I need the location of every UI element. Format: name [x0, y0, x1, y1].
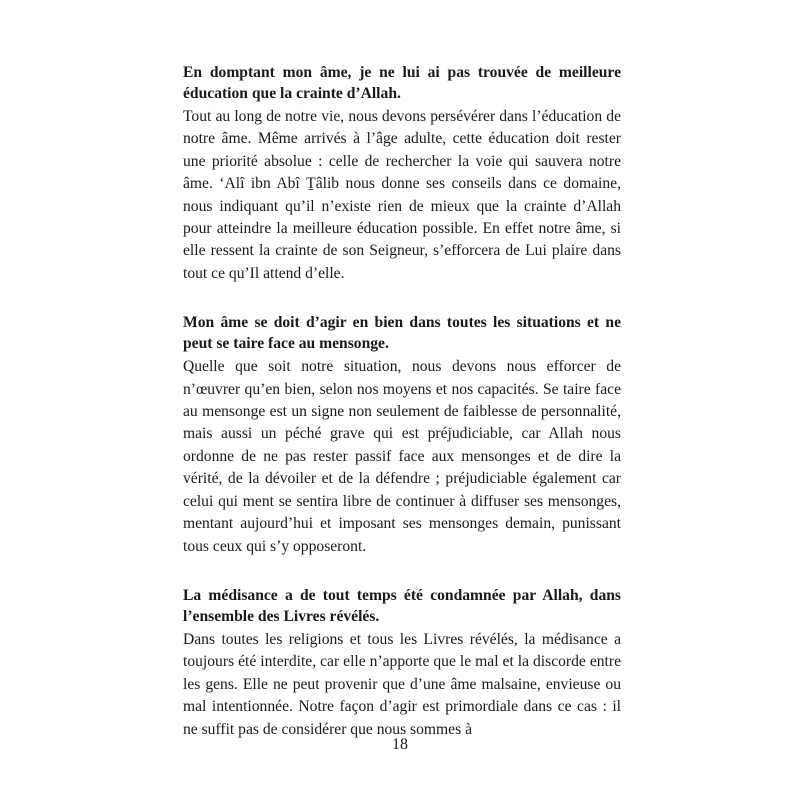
page-content [183, 62, 621, 768]
section-heading: La médisance a de tout temps été condamnée par Allah, dans l’ensemble des Livres révélés. [183, 586, 621, 625]
section-heading: Mon âme se doit d’agir en bien dans toutes les situations et ne peut se taire face au mensonge. [183, 314, 621, 353]
section-2 [183, 312, 621, 558]
section-paragraph: Dans toutes les religions et tous les Livres révélés, la médisance a toujours été interdite, car elle n’apporte que le mal et la discorde entre les gens. Elle ne peut provenir que d’une âme malsaine, envieuse ou mal intentionnée. Notre façon d’agir est primordiale dans ce cas : il ne suffit pas de considérer que nous sommes à [183, 630, 621, 738]
section-paragraph: Quelle que soit notre situation, nous devons nous efforcer de n’œuvrer qu’en bien, selon nos moyens et nos capacités. Se taire face au mensonge est un signe non seulement de faiblesse de personnalité, mais aussi un péché grave qui est préjudiciable, car Allah nous ordonne de ne pas rester passif face aux mensonges et de dire la vérité, de la dévoiler et de la défendre ; préjudiciable également car celui qui ment se sentira libre de continuer à diffuser ses mensonges, mentant aujourd’hui et imposant ses mensonges demain, punissant tous ceux qui s’y opposeront. [183, 358, 621, 555]
section-heading: En domptant mon âme, je ne lui ai pas trouvée de meilleure éducation que la crainte d’Allah. [183, 64, 621, 102]
section-1 [183, 62, 621, 285]
section-paragraph: Tout au long de notre vie, nous devons persévérer dans l’éducation de notre âme. Même arrivés à l’âge adulte, cette éducation doit rester une priorité absolue : celle de rechercher la voie qui sauvera notre âme. ‘Alî ibn Abî Ṯâlib nous donne ses conseils dans ce domaine, nous indiquant qu’il n’existe rien de mieux que la crainte d’Allah pour atteindre la meilleure éducation possible. En effet notre âme, si elle ressent la crainte de son Seigneur, s’efforcera de Lui plaire dans tout ce qu’Il attend d’elle. [183, 108, 621, 282]
page-number: 18 [392, 736, 408, 753]
section-3 [183, 585, 621, 741]
